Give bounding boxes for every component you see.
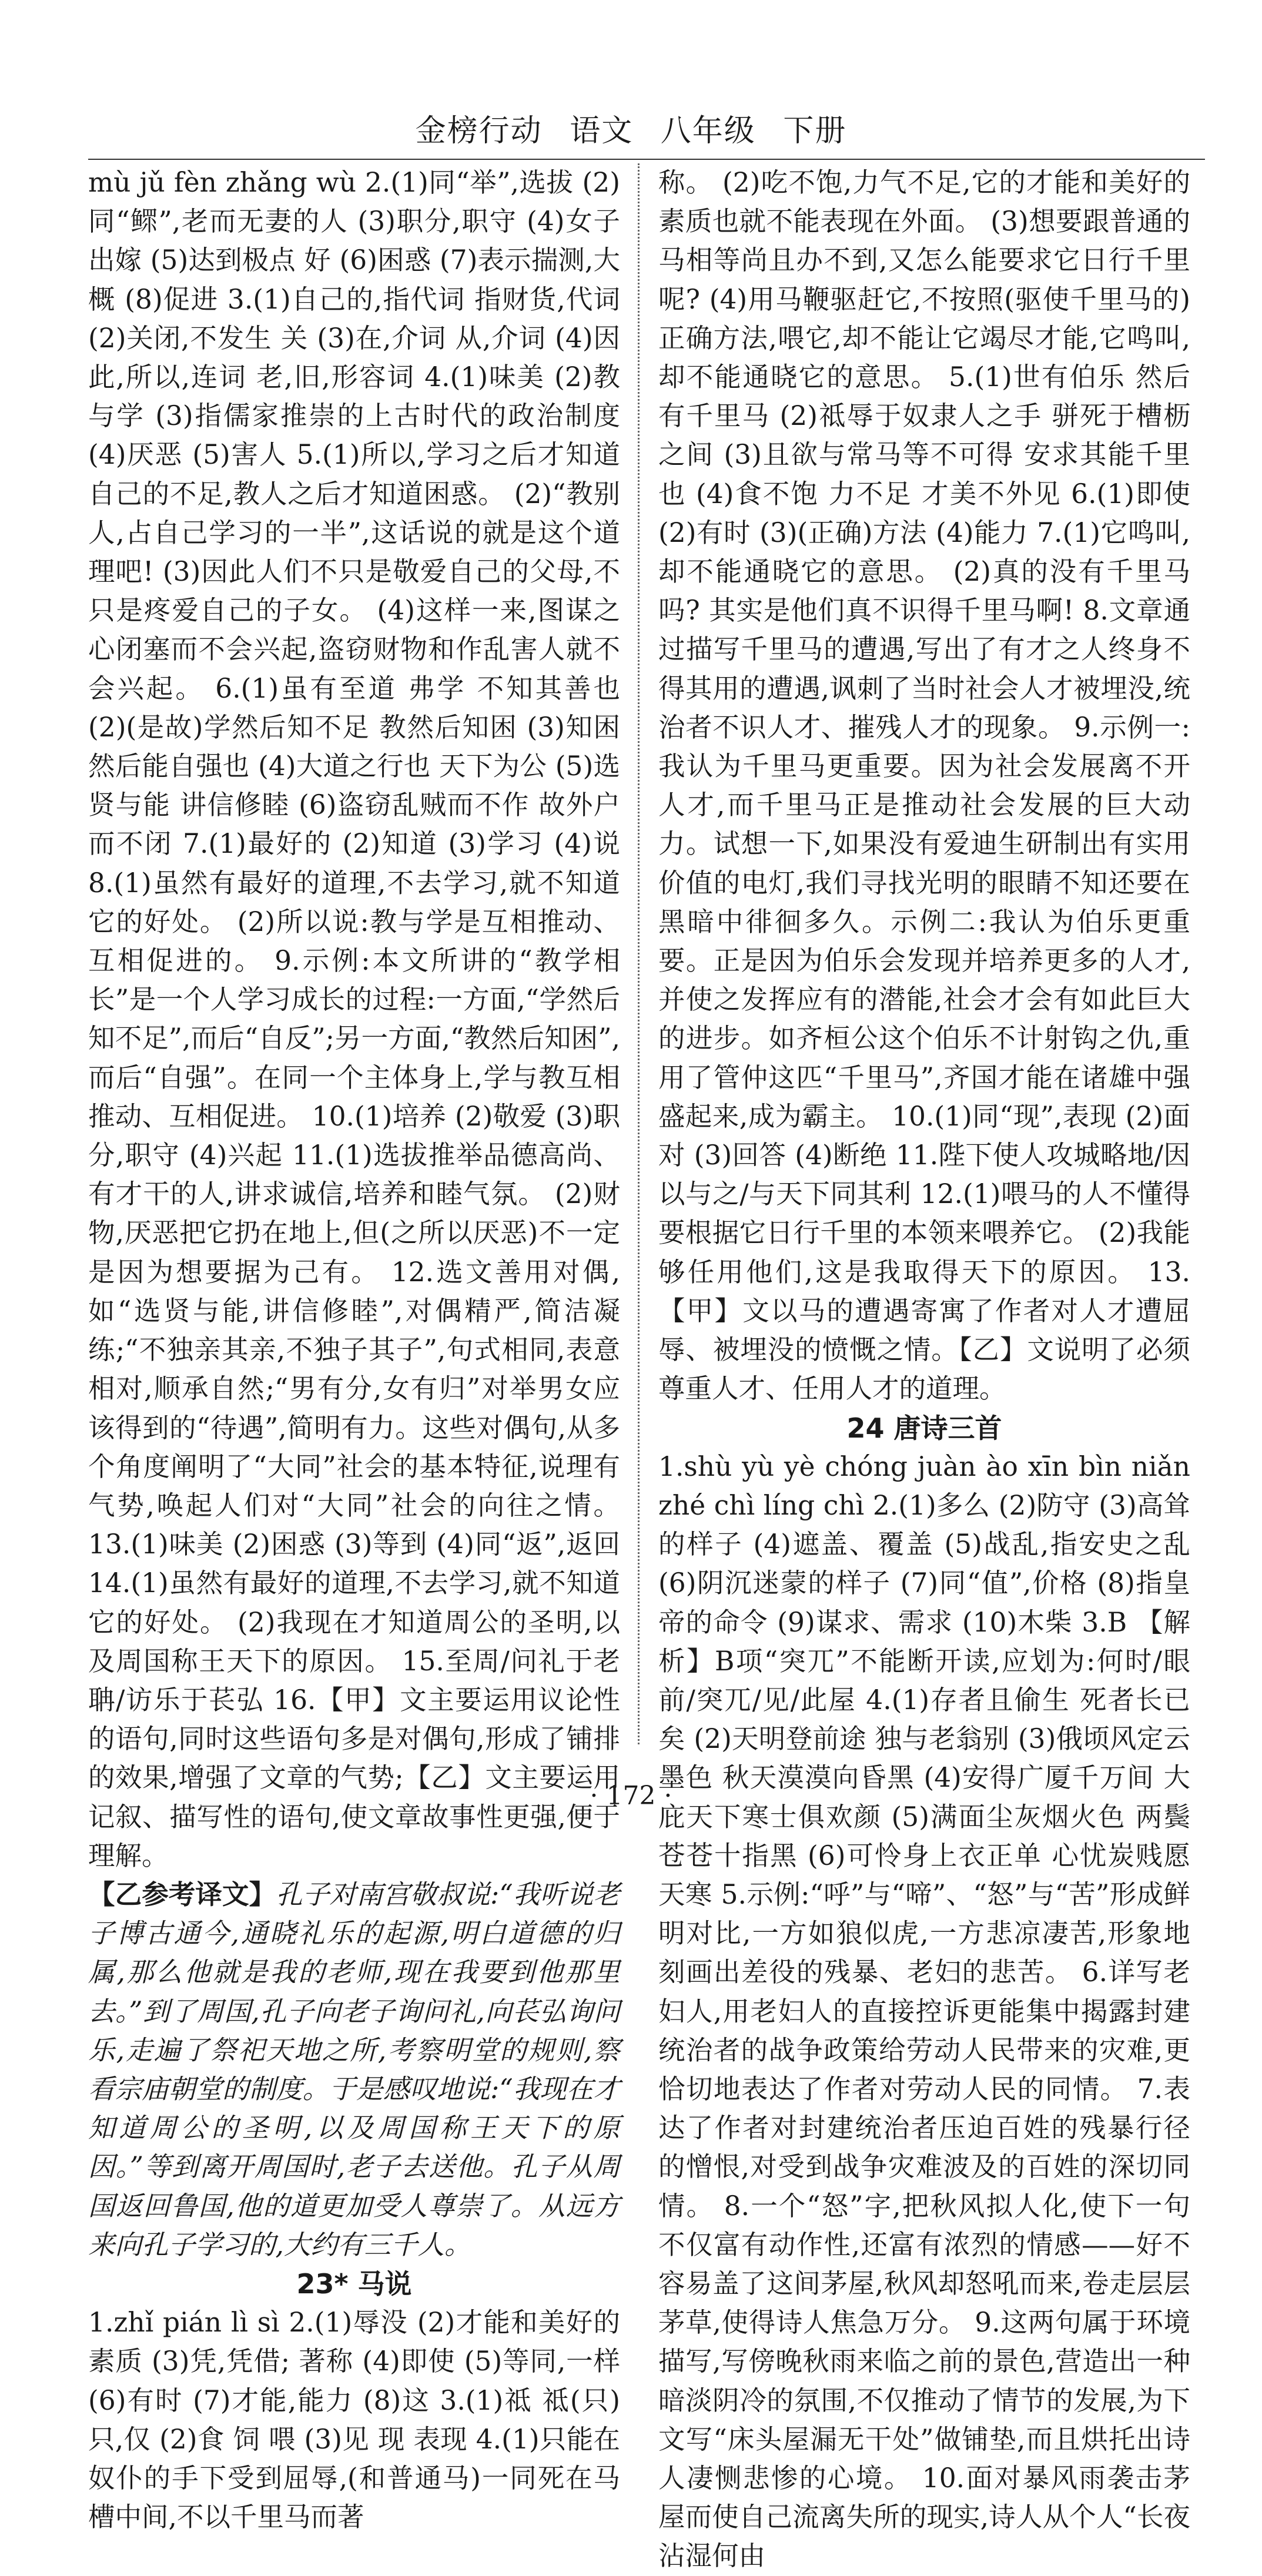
right-column xyxy=(658,163,1190,2572)
translation-tag: 【乙参考译文】 xyxy=(88,1878,276,1910)
grade-label: 八年级 xyxy=(660,113,756,149)
answers-block-22: mù jǔ fèn zhǎng wù 2.(1)同“举”,选拔 (2)同“鳏”,老而无妻的人 (3)职分,职守 (4)女子出嫁 (5)达到极点 好 (6)困惑 (7)表示揣测,大概 (8)促进 3.(1)自己的,指代词 指财货,代词 (2)关闭,不发生 关 (3)在,介词 从,介词 (4)因此,所以,连词 老,旧,形容词 4.(1)味美 (2)教与学 (3)指儒家推崇的上古时代的政治制度 (4)厌恶 (5)害人 5.(1)所以,学习之后才知道自己的不足,教人之后才知道困惑。 (2)“教别人,占自己学习的一半”,这话说的就是这个道理吧! (3)因此人们不只是敬爱自己的父母,不只是疼爱自己的子女。 (4)这样一来,图谋之心闭塞而不会兴起,盗窃财物和作乱害人就不会兴起。 6.(1)虽有至道 弗学 不知其善也 (2)(是故)学然后知不足 教然后知困 (3)知困 然后能自强也 (4)大道之行也 天下为公 (5)选贤与能 讲信修睦 (6)盗窃乱贼而不作 故外户而不闭 7.(1)最好的 (2)知道 (3)学习 (4)说 8.(1)虽然有最好的道理,不去学习,就不知道它的好处。 (2)所以说:教与学是互相推动、互相促进的。 9.示例:本文所讲的“教学相长”是一个人学习成长的过程:一方面,“学然后知不足”,而后“自反”;另一方面,“教然后知困”,而后“自强”。在同一个主体身上,学与教互相推动、互相促进。 10.(1)培养 (2)敬爱 (3)职分,职守 (4)兴起 11.(1)选拔推举品德高尚、有才干的人,讲求诚信,培养和睦气氛。 (2)财物,厌恶把它扔在地上,但(之所以厌恶)不一定是因为想要据为己有。 12.选文善用对偶,如“选贤与能,讲信修睦”,对偶精严,简洁凝练;“不独亲其亲,不独子其子”,句式相同,表意相对,顺承自然;“男有分,女有归”对举男女应该得到的“待遇”,简明有力。这些对偶句,从多个角度阐明了“大同”社会的基本特征,说理有气势,唤起人们对“大同”社会的向往之情。 13.(1)味美 (2)困惑 (3)等到 (4)同“返”,返回 14.(1)虽然有最好的道理,不去学习,就不知道它的好处。 (2)我现在才知道周公的圣明,以及周国称王天下的原因。 15.至周/问礼于老聃/访乐于苌弘 16.【甲】文主要运用议论性的语句,同时这些语句多是对偶句,形成了铺排的效果,增强了文章的气势;【乙】文主要运用记叙、描写性的语句,使文章故事性更强,便于理解。 xyxy=(88,167,620,1871)
volume-label: 下册 xyxy=(783,113,847,149)
column-divider xyxy=(638,163,640,1744)
section-title-23: 23* 马说 xyxy=(296,2267,412,2300)
header-rule xyxy=(88,159,1205,160)
answers-block-23-cont: 称。 (2)吃不饱,力气不足,它的才能和美好的素质也就不能表现在外面。 (3)想要跟普通的马相等尚且办不到,又怎么能要求它日行千里呢? (4)用马鞭驱赶它,不按照(驱使千里马的)正确方法,喂它,却不能让它竭尽才能,它鸣叫,却不能通晓它的意思。 5.(1)世有伯乐 然后有千里马 (2)祗辱于奴隶人之手 骈死于槽枥之间 (3)且欲与常马等不可得 安求其能千里也 (4)食不饱 力不足 才美不外见 6.(1)即使 (2)有时 (3)(正确)方法 (4)能力 7.(1)它鸣叫,却不能通晓它的意思。 (2)真的没有千里马吗? 其实是他们真不识得千里马啊! 8.文章通过描写千里马的遭遇,写出了有才之人终身不得其用的遭遇,讽刺了当时社会人才被埋没,统治者不识人才、摧残人才的现象。 9.示例一:我认为千里马更重要。因为社会发展离不开人才,而千里马正是推动社会发展的巨大动力。试想一下,如果没有爱迪生研制出有实用价值的电灯,我们寻找光明的眼睛不知还要在黑暗中徘徊多久。示例二:我认为伯乐更重要。正是因为伯乐会发现并培养更多的人才,并使之发挥应有的潜能,社会才会有如此巨大的进步。如齐桓公这个伯乐不计射钩之仇,重用了管仲这匹“千里马”,齐国才能在诸雄中强盛起来,成为霸主。 10.(1)同“现”,表现 (2)面对 (3)回答 (4)断绝 11.陛下使人攻城略地/因以与之/与天下同其利 12.(1)喂马的人不懂得要根据它日行千里的本领来喂养它。 (2)我能够任用他们,这是我取得天下的原因。 13.【甲】文以马的遭遇寄寓了作者对人才遭屈辱、被埋没的愤慨之情。【乙】文说明了必须尊重人才、任用人才的道理。 xyxy=(658,167,1190,1405)
answers-block-24: 1.shù yù yè chóng juàn ào xīn bìn niǎn zhé chì líng chì 2.(1)多么 (2)防守 (3)高耸的样子 (4)遮盖、覆盖 (5)战乱,指安史之乱 (6)阴沉迷蒙的样子 (7)同“值”,价格 (8)指皇帝的命令 (9)谋求、需求 (10)木柴 3.B 【解析】B项“突兀”不能断开读,应划为:何时/眼前/突兀/见/此屋 4.(1)存者且偷生 死者长已矣 (2)天明登前途 独与老翁别 (3)俄顷风定云墨色 秋天漠漠向昏黑 (4)安得广厦千万间 大庇天下寒士俱欢颜 (5)满面尘灰烟火色 两鬓苍苍十指黑 (6)可怜身上衣正单 心忧炭贱愿天寒 5.示例:“呼”与“啼”、“怒”与“苦”形成鲜明对比,一方如狼似虎,一方悲凉凄苦,形象地刻画出差役的残暴、老妇的悲苦。 6.详写老妇人,用老妇人的直接控诉更能集中揭露封建统治者的战争政策给劳动人民带来的灾难,更恰切地表达了作者对劳动人民的同情。 7.表达了作者对封建统治者压迫百姓的残暴行径的憎恨,对受到战争灾难波及的百姓的深切同情。 8.一个“怒”字,把秋风拟人化,使下一句不仅富有动作性,还富有浓烈的情感——好不容易盖了这间茅屋,秋风却怒吼而来,卷走层层茅草,使得诗人焦急万分。 9.这两句属于环境描写,写傍晚秋雨来临之前的景色,营造出一种暗淡阴冷的氛围,不仅推动了情节的发展,为下文写“床头屋漏无干处”做铺垫,而且烘托出诗人凄恻悲惨的心境。 10.面对暴风雨袭击茅屋而使自己流离失所的现实,诗人从个人“长夜沾湿何由 xyxy=(658,1451,1190,2572)
page-header xyxy=(0,106,1262,159)
translation-paragraph xyxy=(88,1875,620,2265)
answers-block-23: 1.zhǐ pián lì sì 2.(1)辱没 (2)才能和美好的素质 (3)凭,凭借; 著称 (4)即使 (5)等同,一样 (6)有时 (7)才能,能力 (8)这 3.(1)祗 祗(只) 只,仅 (2)食 饲 喂 (3)见 现 表现 4.(1)只能在奴仆的手下受到屈辱,(和普通马)一同死在马槽中间,不以千里马而著 xyxy=(88,2307,620,2533)
left-column xyxy=(88,163,620,2533)
page-number: · 172 · xyxy=(590,1781,672,1811)
subject-label: 语文 xyxy=(570,113,634,149)
translation-text: 孔子对南宫敬叔说:“我听说老子博古通今,通晓礼乐的起源,明白道德的归属,那么他就是我的老师,现在我要到他那里去。”到了周国,孔子向老子询问礼,向苌弘询问乐,走遍了祭祀天地之所,考察明堂的规则,察看宗庙朝堂的制度。于是感叹地说:“我现在才知道周公的圣明,以及周国称王天下的原因。”等到离开周国时,老子去送他。孔子从周国返回鲁国,他的道更加受人尊崇了。从远方来向孔子学习的,大约有三千人。 xyxy=(88,1878,620,2260)
section-title-24: 24 唐诗三首 xyxy=(846,1412,1002,1444)
book-title: 金榜行动 xyxy=(415,113,543,149)
